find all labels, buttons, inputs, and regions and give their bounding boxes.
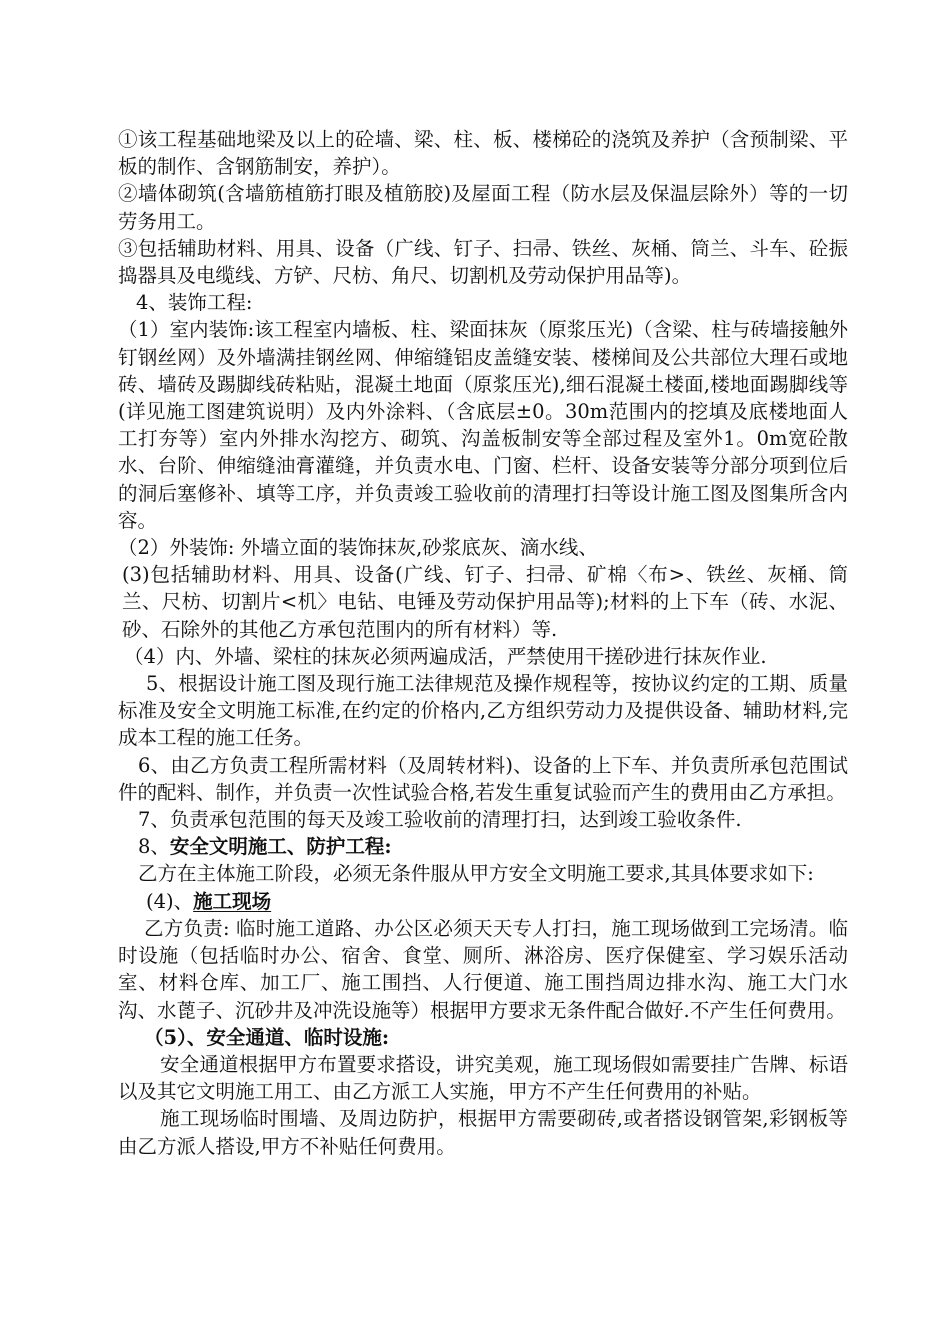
subsection-number: (4)、 (146, 889, 194, 913)
section-number: 8、 (138, 835, 170, 859)
paragraph-safety-intro: 乙方在主体施工阶段，必须无条件服从甲方安全文明施工要求,其具体要求如下: (138, 862, 814, 886)
paragraph-plastering: （4）内、外墙、梁柱的抹灰必须两遍成活，严禁使用干搓砂进行抹灰作业. (124, 644, 767, 668)
paragraph-item-2: ②墙体砌筑(含墙筋植筋打眼及植筋胶)及屋面工程（防水层及保温层除外）等的一切劳务用工。 (118, 182, 848, 233)
subsection-heading-site (118, 888, 848, 915)
paragraph-auxiliary-materials: (3)包括辅助材料、用具、设备(广线、钉子、扫帚、矿棉〈布>、铁丝、灰桶、筒兰、尺枋、切割片<机〉电钻、电锤及劳动保护用品等);材料的上下车（砖、水泥、砂、石除外的其他乙方承包范围内的所有材料）等. (122, 563, 848, 641)
subsection-heading-passage: （5）、安全通道、临时设施: (144, 1025, 390, 1049)
paragraph-interior-decoration: （1）室内装饰:该工程室内墙板、柱、梁面抹灰（原浆压光)（含梁、柱与砖墙接触外钉钢丝网）及外墙满挂钢丝网、伸缩缝铝皮盖缝安装、楼梯间及公共部位大理石或地砖、墙砖及踢脚线砖粘贴，混凝土地面（原浆压光),细石混凝土楼面,楼地面踢脚线等(详见施工图建筑说明）及内外涂料、（含底层±0。30m范围内的挖填及底楼地面人工打夯等）室内外排水沟挖方、砌筑、沟盖板制安等全部过程及室外1。0m宽砼散水、台阶、伸缩缝油膏灌缝，并负责水电、门窗、栏杆、设备安装等分部分项到位后的洞后塞修补、填等工序，并负责竣工验收前的清理打扫等设计施工图及图集所含内容。 (118, 318, 848, 532)
paragraph-item-5: 5、根据设计施工图及现行施工法律规范及操作规程等，按协议约定的工期、质量标准及安全文明施工标准,在约定的价格内,乙方组织劳动力及提供设备、辅助材料,完成本工程的施工任务。 (118, 672, 848, 750)
subsection-title-site: 施工现场 (193, 889, 272, 913)
paragraph-item-3: ③包括辅助材料、用具、设备（广线、钉子、扫帚、铁丝、灰桶、筒兰、斗车、砼振捣器具及电缆线、方铲、尺枋、角尺、切割机及劳动保护用品等)。 (118, 236, 848, 288)
paragraph-item-7: 7、负责承包范围的每天及竣工验收前的清理打扫，达到竣工验收条件. (138, 808, 742, 832)
paragraph-passage: 安全通道根据甲方布置要求搭设，讲究美观，施工现场假如需要挂广告牌、标语以及其它文明施工用工、由乙方派工人实施，甲方不产生任何费用的补贴。 (118, 1052, 848, 1104)
section-title-safety: 安全文明施工、防护工程: (169, 835, 392, 859)
paragraph-item-1: ①该工程基础地梁及以上的砼墙、梁、柱、板、楼梯砼的浇筑及养护（含预制梁、平板的制作、含钢筋制安，养护）。 (118, 128, 848, 179)
paragraph-fencing: 施工现场临时围墙、及周边防护，根据甲方需要砌砖,或者搭设钢管架,彩钢板等由乙方派人搭设,甲方不补贴任何费用。 (118, 1107, 848, 1158)
paragraph-item-6: 6、由乙方负责工程所需材料（及周转材料)、设备的上下车、并负责所承包范围试件的配料、制作，并负责一次性试验合格,若发生重复试验而产生的费用由乙方承担。 (118, 753, 848, 804)
paragraph-site-duties: 乙方负责: 临时施工道路、办公区必须天天专人打扫，施工现场做到工完场清。临时设施（包括临时办公、宿舍、食堂、厕所、淋浴房、医疗保健室、学习娱乐活动室、材料仓库、加工厂、施工围挡、人行便道、施工围挡周边排水沟、施工大门水沟、水蓖子、沉砂井及冲洗设施等）根据甲方要求无条件配合做好.不产生任何费用。 (118, 916, 848, 1022)
section-heading-decoration: 4、装饰工程: (136, 291, 253, 315)
section-heading-safety (118, 833, 848, 860)
paragraph-exterior-decoration: （2）外装饰: 外墙立面的装饰抹灰,砂浆底灰、滴水线、 (118, 536, 598, 560)
document-body (118, 126, 848, 1160)
